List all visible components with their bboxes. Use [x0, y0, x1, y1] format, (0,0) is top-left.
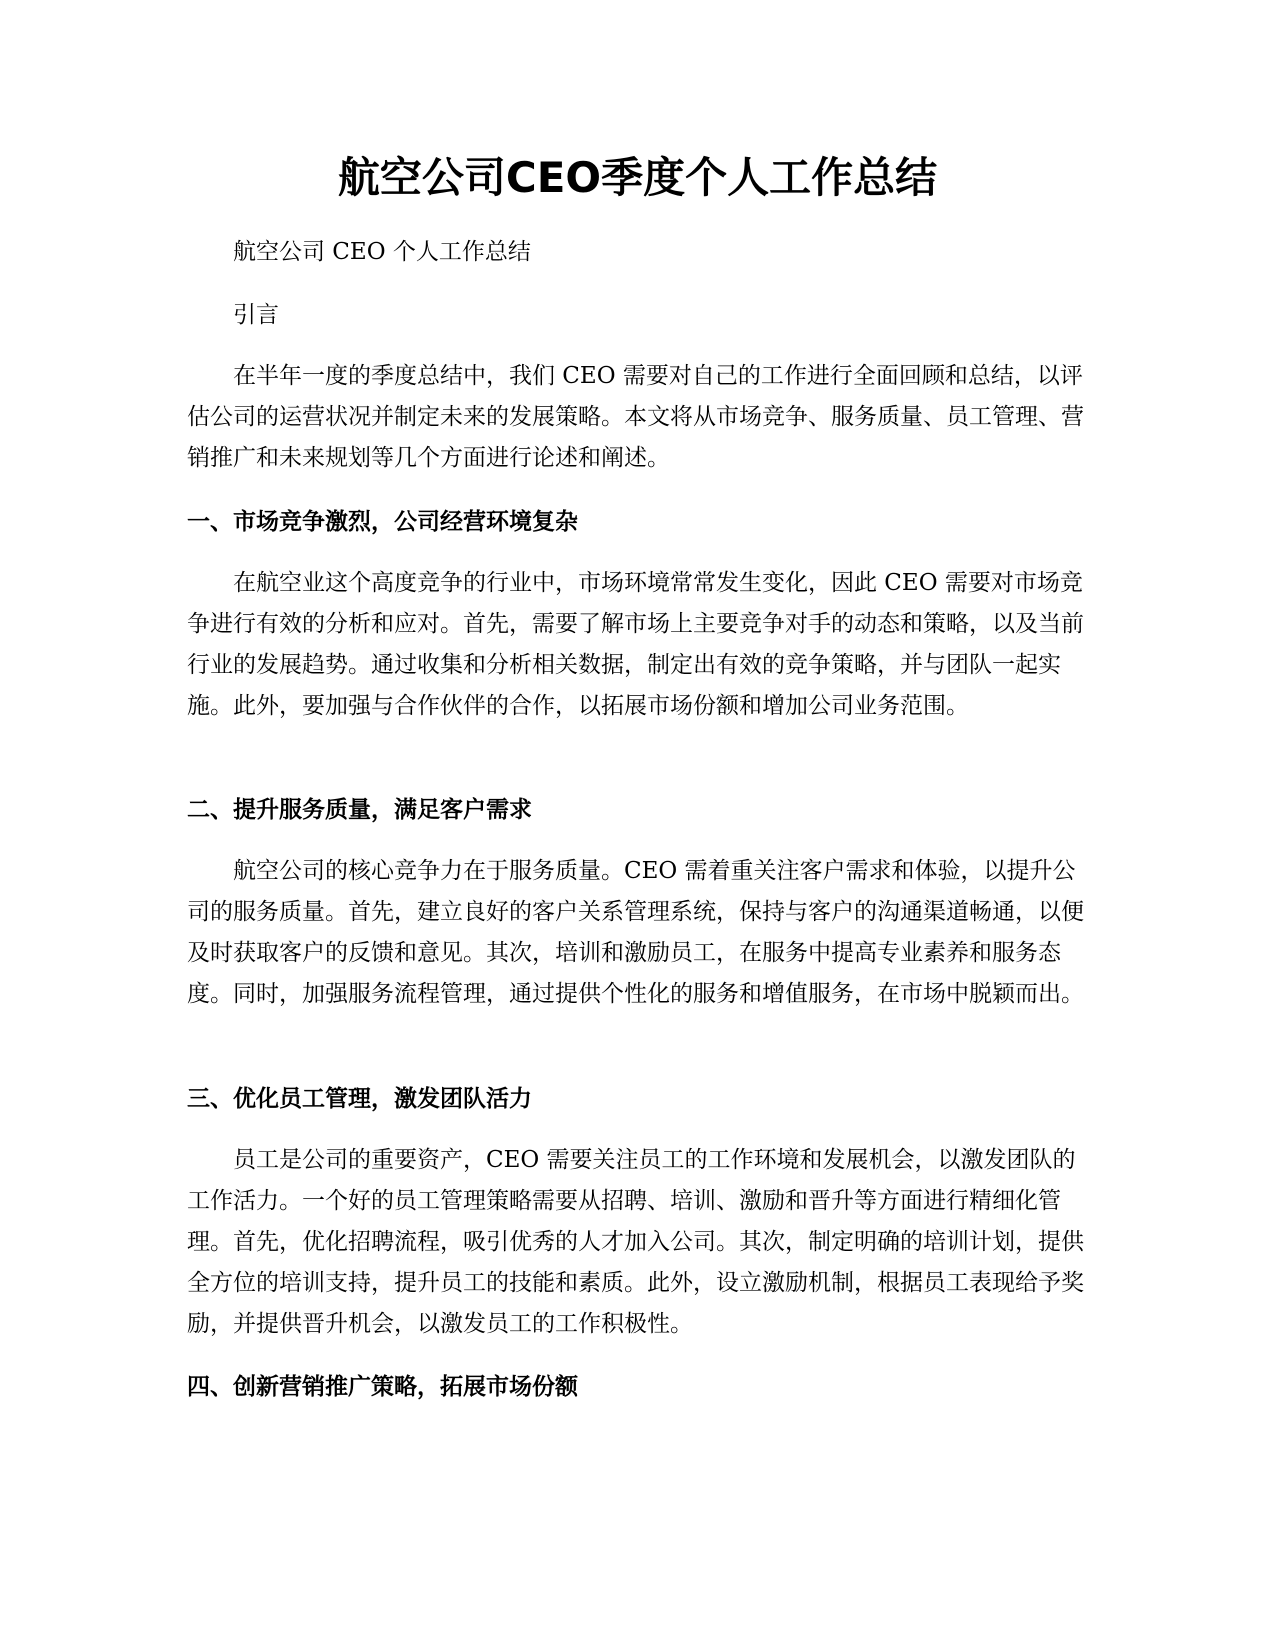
section-heading-2: 二、提升服务质量，满足客户需求	[187, 797, 532, 823]
section-paragraph-2: 航空公司的核心竞争力在于服务质量。CEO 需着重关注客户需求和体验，以提升公司的服务质量。首先，建立良好的客户关系管理系统，保持与客户的沟通渠道畅通，以便及时获取客户的反馈和意见。其次，培训和激励员工，在服务中提高专业素养和服务态度。同时，加强服务流程管理，通过提供个性化的服务和增值服务，在市场中脱颖而出。	[187, 858, 1084, 1007]
intro-paragraph: 在半年一度的季度总结中，我们 CEO 需要对自己的工作进行全面回顾和总结，以评估公司的运营状况并制定未来的发展策略。本文将从市场竞争、服务质量、员工管理、营销推广和未来规划等几个方面进行论述和阐述。	[187, 363, 1084, 471]
intro-label: 引言	[233, 302, 279, 328]
section-paragraph-1: 在航空业这个高度竞争的行业中，市场环境常常发生变化，因此 CEO 需要对市场竞争进行有效的分析和应对。首先，需要了解市场上主要竞争对手的动态和策略，以及当前行业的发展趋势。通过收集和分析相关数据，制定出有效的竞争策略，并与团队一起实施。此外，要加强与合作伙伴的合作，以拓展市场份额和增加公司业务范围。	[187, 570, 1084, 719]
document-subtitle: 航空公司 CEO 个人工作总结	[233, 239, 531, 265]
section-paragraph-3: 员工是公司的重要资产，CEO 需要关注员工的工作环境和发展机会，以激发团队的工作活力。一个好的员工管理策略需要从招聘、培训、激励和晋升等方面进行精细化管理。首先，优化招聘流程，吸引优秀的人才加入公司。其次，制定明确的培训计划，提供全方位的培训支持，提升员工的技能和素质。此外，设立激励机制，根据员工表现给予奖励，并提供晋升机会，以激发员工的工作积极性。	[187, 1147, 1084, 1337]
document-title: 航空公司CEO季度个人工作总结	[337, 153, 938, 202]
section-heading-4: 四、创新营销推广策略，拓展市场份额	[187, 1374, 578, 1400]
section-heading-3: 三、优化员工管理，激发团队活力	[187, 1086, 532, 1112]
section-heading-1: 一、市场竞争激烈，公司经营环境复杂	[187, 509, 578, 535]
